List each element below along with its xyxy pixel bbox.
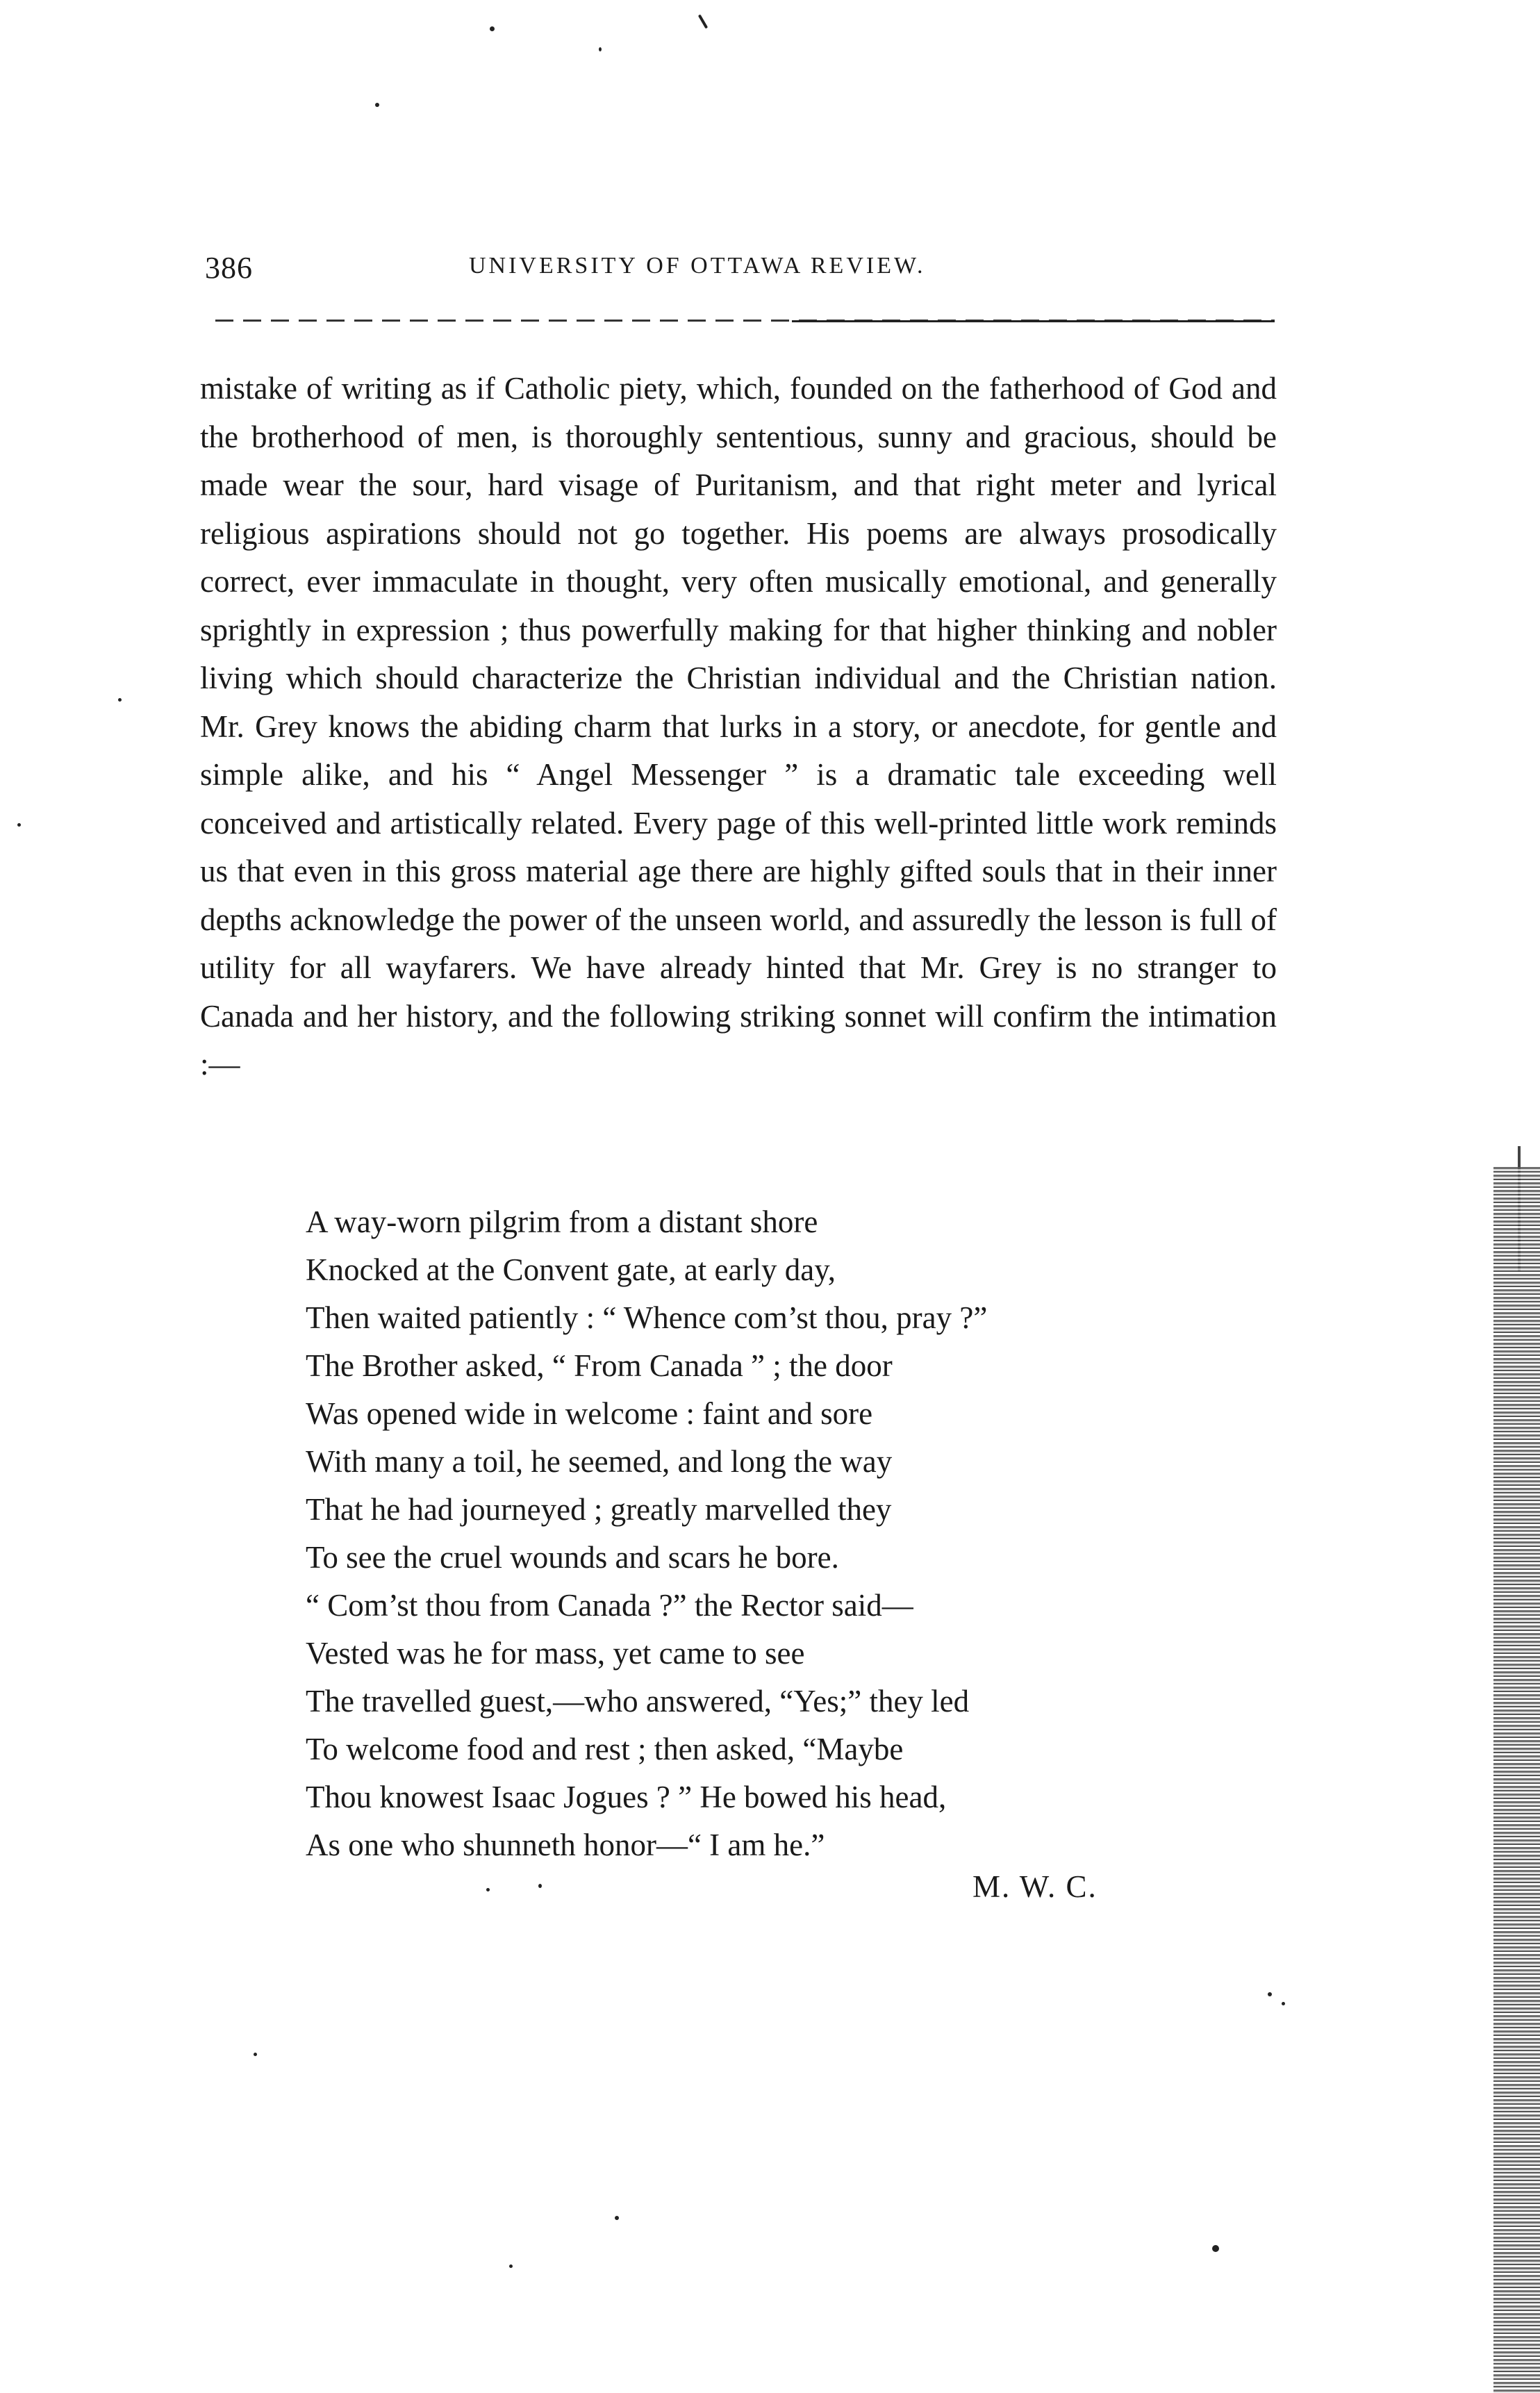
scan-speck bbox=[599, 47, 602, 51]
page-header bbox=[205, 250, 1275, 292]
scan-edge-binding bbox=[1493, 1167, 1540, 2393]
poem-line: To see the cruel wounds and scars he bore. bbox=[306, 1540, 839, 1575]
scan-speck bbox=[1212, 2245, 1219, 2252]
author-signature: M. W. C. bbox=[972, 1869, 1098, 1904]
poem-line: Vested was he for mass, yet came to see bbox=[306, 1636, 805, 1671]
poem-line: Then waited patiently : “ Whence com’st thou, pray ?” bbox=[306, 1300, 988, 1335]
scan-speck bbox=[538, 1884, 542, 1888]
poem-line: Knocked at the Convent gate, at early day, bbox=[306, 1252, 836, 1287]
poem-line: As one who shunneth honor—“ I am he.” bbox=[306, 1828, 825, 1862]
scan-speck bbox=[490, 26, 495, 31]
scan-speck bbox=[17, 823, 21, 827]
scan-speck bbox=[698, 14, 708, 28]
scan-speck bbox=[254, 2053, 257, 2056]
running-title: UNIVERSITY OF OTTAWA REVIEW. bbox=[469, 253, 926, 279]
body-paragraph: mistake of writing as if Catholic piety, which, founded on the fatherhood of God and the brotherhood of men, is thoroughly sententious, sunny and gracious, should be made wear the sour, hard visage of Puritanism, and that right meter and lyrical religious aspirations should not go together. His poems are always prosodically correct, ever immaculate in thought, very often musically emotional, and generally sprightly in expression ; thus powerfully making for that higher thinking and nobler living which should characterize the Christian individual and the Christian nation. Mr. Grey knows the abiding charm that lurks in a story, or anecdote, for gentle and simple alike, and his “ Angel Messenger ” is a dramatic tale exceeding well conceived and artistically related. Every page of this well-printed little work reminds us that even in this gross material age there are highly gifted souls that in their inner depths acknowledge the power of the unseen world, and assuredly the lesson is full of utility for all wayfarers. We have already hinted that Mr. Grey is no stranger to Canada and her history, and the following striking sonnet will confirm the intimation :— bbox=[200, 371, 1277, 1082]
poem-line: A way-worn pilgrim from a distant shore bbox=[306, 1204, 818, 1239]
poem-line: “ Com’st thou from Canada ?” the Rector said— bbox=[306, 1588, 913, 1623]
scan-speck bbox=[1268, 1992, 1272, 1996]
poem-line: That he had journeyed ; greatly marvelled they bbox=[306, 1492, 892, 1527]
sonnet bbox=[306, 1198, 1209, 1869]
poem-line: Thou knowest Isaac Jogues ? ” He bowed his head, bbox=[306, 1780, 947, 1814]
scan-speck bbox=[1282, 2002, 1285, 2005]
scan-speck bbox=[486, 1888, 490, 1891]
page-number: 386 bbox=[205, 251, 253, 285]
scan-speck bbox=[118, 698, 122, 702]
poem-line: The Brother asked, “ From Canada ” ; the door bbox=[306, 1348, 893, 1383]
poem-line: To welcome food and rest ; then asked, “Maybe bbox=[306, 1732, 904, 1766]
poem-line: The travelled guest,—who answered, “Yes;” they led bbox=[306, 1684, 970, 1719]
scan-speck bbox=[509, 2264, 513, 2268]
header-rule-solid bbox=[792, 320, 1275, 322]
scan-speck bbox=[615, 2216, 619, 2220]
poem-line: With many a toil, he seemed, and long the way bbox=[306, 1444, 893, 1479]
poem-line: Was opened wide in welcome : faint and sore bbox=[306, 1396, 873, 1431]
scan-speck bbox=[375, 103, 379, 107]
